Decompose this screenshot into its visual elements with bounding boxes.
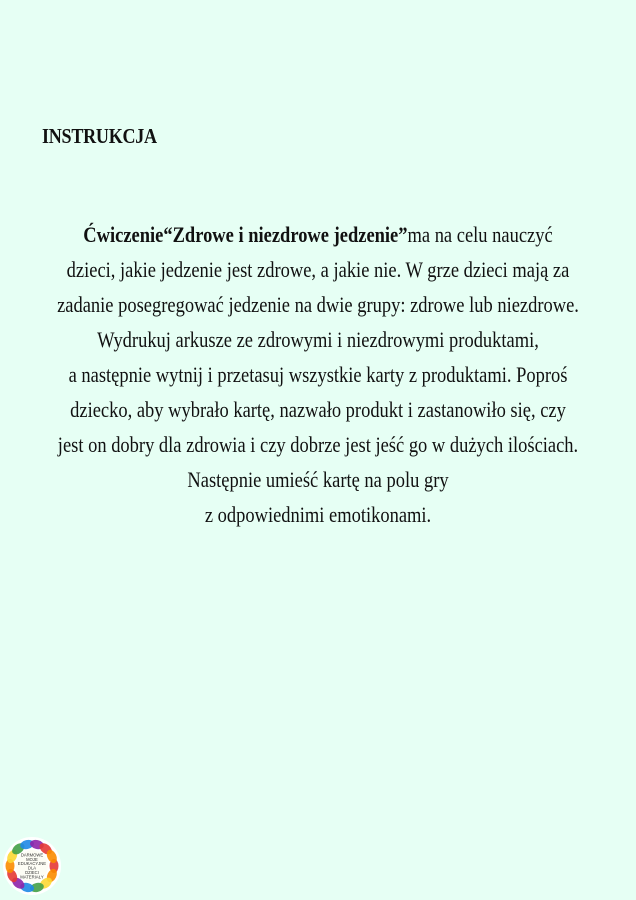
body-line: jest on dobry dla zdrowia i czy dobrze jest jeść go w dużych ilościach. [57,432,579,457]
logo-text-line: MATERIAŁY [20,874,44,880]
logo-graphic [2,836,62,896]
body-line: a następnie wytnij i przetasuj wszystkie karty z produktami. Poproś [68,362,568,387]
intro-rest: ma na celu nauczyć [407,222,553,247]
body-line: Wydrukuj arkusze ze zdrowymi i niezdrowymi produktami, [97,327,539,352]
logo-text-line: MOJE [26,856,38,862]
logo-text-line: EDUKACYJNE [17,861,47,867]
logo-text-line: DLA [27,865,37,871]
body-line: Następnie umieść kartę na polu gry [187,467,449,492]
instruction-body [6,217,630,532]
exercise-title: Ćwiczenie“Zdrowe i niezdrowe jedzenie” [83,222,408,247]
instruction-heading: INSTRUKCJA [42,124,157,148]
hands-circle-logo [2,836,62,896]
body-line: zadanie posegregować jedzenie na dwie grupy: zdrowe lub niezdrowe. [57,292,579,317]
logo-text-line: DZIECI [25,870,39,875]
body-line: z odpowiednimi emotikonami. [204,502,432,527]
body-line: dzieci, jakie jedzenie jest zdrowe, a jakie nie. W grze dzieci mają za [66,257,570,282]
intro-line [56,217,580,252]
logo-text-line: DARMOWE [20,852,44,858]
body-line: dziecko, aby wybrało kartę, nazwało produkt i zastanowiło się, czy [70,397,566,422]
